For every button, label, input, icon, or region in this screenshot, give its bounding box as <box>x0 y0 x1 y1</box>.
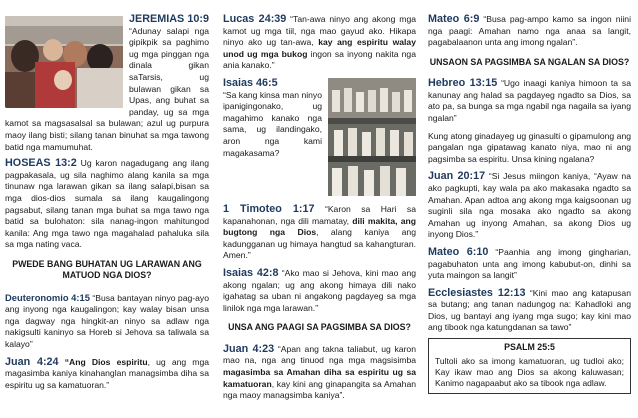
hebreo-reference: Hebreo 13:15 <box>428 77 498 90</box>
isaias-42-reference: Isaias 42:8 <box>223 266 279 279</box>
deuteronomio-text: “Busa bantayan ninyo pag-ayo ang inyong nga kaugalingon; kay walay bisan unsa nga dagway nga hingkit-an ninyo sa adlaw nga nakigsulti kaninyo sa Horeb si Jehova sa taliwala sa kalayo” <box>5 292 209 350</box>
timoteo-paragraph <box>223 204 416 262</box>
isaias-46-block <box>223 78 416 200</box>
hoseas-paragraph <box>5 158 209 251</box>
ecclesiastes-paragraph <box>428 288 631 334</box>
timoteo-text-c: , alang kaniya ang kadungganan ug himaya hangtud sa kahangturan. Amen.” <box>223 227 416 261</box>
lucas-bold: kay ang espiritu walay unod ug mga bukog <box>223 37 416 59</box>
lucas-text-a: “Tan-awa ninyo ang akong mga kamot ug mga tiil, nga mao gayud ako. Hikapa ninyo ako ug tan-awa, <box>223 14 417 48</box>
psalm-title: PSALM 25:5 <box>504 342 555 353</box>
deuteronomio-paragraph <box>5 292 209 351</box>
juan-20-17-text: “Si Jesus miingon kaniya, “Ayaw na ako pagkupti, kay wala pa ako makasaka ngadto sa Amahan. Apan adtoa ang akong mga kaigsoonan ug suginli sila nga mosaka ako ngadto sa akong Amahan ug inyong Amahan, sa akong Dios ug inyong Dios.” <box>428 171 631 240</box>
section-heading-larawan: PWEDE BANG BUHATAN UG LARAWAN ANG MATUOD NGA DIOS? <box>12 258 202 281</box>
juan-4-23-text-c: , kay kini ang ginapangita sa Amahan nga maoy managsimba kaniya”. <box>223 378 416 401</box>
jeremias-reference: JEREMIAS 10:9 <box>129 14 209 25</box>
section-heading-pagsimba: UNSA ANG PAAGI SA PAGSIMBA SA DIOS? <box>228 322 411 333</box>
juan-4-23-bold: magasimba sa Amahan diha sa espiritu ug sa kamatuoran <box>223 366 416 389</box>
ngalan-paragraph: Kung atong ginadayeg ug ginasulti o gipamulong ang pangalan nga gipatawag kanato niya, mao ni ang pagsimba sa espiritu. Unsa kining ngalana? <box>428 130 631 164</box>
section-heading-ngalan: UNSAON SA PAGSIMBA SA NGALAN SA DIOS? <box>429 56 630 67</box>
lucas-text-c: ingon sa inyong nakita nga ania kanako.” <box>223 48 416 71</box>
deuteronomio-reference: Deuteronomio 4:15 <box>5 291 90 303</box>
jeremias-block <box>5 14 209 153</box>
juan-4-24-reference: Juan 4:24 <box>5 355 59 368</box>
isaias-42-paragraph <box>223 268 416 314</box>
mateo-6-10-reference: Mateo 6:10 <box>428 245 489 258</box>
timoteo-reference: 1 Timoteo 1:17 <box>223 202 315 215</box>
juan-20-17-reference: Juan 20:17 <box>428 170 486 183</box>
mateo-6-10-paragraph <box>428 247 631 282</box>
juan-20-17-paragraph <box>428 171 631 241</box>
juan-4-23-text-a: “Apan ang takna taliabut, ug karon mao na, nga ang tinuod nga mga magsisimba <box>223 343 416 366</box>
ecclesiastes-text: “Kini mao ang katapusan sa butang; ang tanan nadungog na: Kahadloki ang Dios, ug bantayi ang iyang mga sugo; kay kini mao ang tibook nga katungdanan sa tawo” <box>428 287 631 333</box>
timoteo-text-a: “Karon sa Hari sa kapanahonan, nga dili mamatay, <box>223 203 416 226</box>
column-right <box>428 14 631 394</box>
isaias-46-reference: Isaias 46:5 <box>223 77 278 89</box>
jeremias-text: “Adunay salapi nga gipikpik sa paghimo ug mga pinggan nga dinala gikan saTarsis, ug bulawan gikan sa Upas, ang buhat sa panday, ug sa mga kamot sa magsasalsal sa bulawan; azul ug purpura maoy ilang bisti; silang tanan binuhat sa mga tawong batid nga mamumuhat. <box>5 25 209 152</box>
juan-4-24-paragraph <box>5 357 209 392</box>
column-middle <box>223 14 416 408</box>
psalm-box <box>428 338 631 394</box>
hoseas-text: Ug karon nagadugang ang ilang pagpakasala, ug sila naghimo alang kanila sa mga tinunaw nga larawan gikan sa ilang salapi,bisan sa mga dios-dios sumala sa ilang kaugalingong pagsabut, silang tanan mga buhat sa mga tawo nga batid sa bulohaton: sila nanag-ingon mahitungod kanila: Ang mga tawo nga magahalad pahaluka sila sa mga nating vaca. <box>5 158 209 250</box>
mateo-6-9-text: “Busa pag-ampo kamo sa ingon niini nga paagi: Amahan namo nga anaa sa langit, pagabalaanon unta ang imong ngalan”. <box>428 14 631 48</box>
juan-4-23-reference: Juan 4:23 <box>223 342 275 355</box>
juan-4-23-paragraph <box>223 344 416 402</box>
hoseas-reference: HOSEAS 13:2 <box>5 157 77 170</box>
mateo-6-9-paragraph <box>428 14 631 49</box>
hebreo-paragraph <box>428 78 631 124</box>
hebreo-text: “Ugo inaagi kaniya himoon ta sa kanunay ang halad sa pagdayeg ngadto sa Dios, sa ato pa, sa bunga sa mga ngabil nga nagaila sa iyang ngalan” <box>428 78 631 123</box>
mateo-6-9-reference: Mateo 6:9 <box>428 13 480 25</box>
isaias-42-text: “Ako mao si Jehova, kini mao ang akong ngalan; ug ang akong himaya dili nako igahatag sa uban ni angakong pagdayeg sa mga linilok nga mga larawan.” <box>223 267 416 313</box>
lucas-reference: Lucas 24:39 <box>223 13 287 25</box>
crowd-photo <box>5 16 123 108</box>
lucas-paragraph <box>223 14 416 72</box>
timoteo-bold: dili makita, ang bugtong nga Dios <box>223 215 416 238</box>
column-left <box>5 14 209 397</box>
psalm-text: Tultoli ako sa imong kamatuoran, ug tudloi ako; Kay ikaw mao ang Dios sa akong kaluwasan; Kanimo nagapaabut ako sa tibook nga adlaw. <box>435 355 624 388</box>
mateo-6-10-text: “Paanhia ang imong gingharian, pagabuhaton unta ang imong kabubut-on, dinhi sa yuta maingon sa langit” <box>428 246 631 281</box>
jeremias-paragraph <box>5 14 209 153</box>
juan-4-24-bold: “Ang Dios espiritu <box>58 356 148 367</box>
ecclesiastes-reference: Ecclesiastes 12:13 <box>428 286 526 299</box>
idols-photo <box>328 78 416 196</box>
isaias-46-text: “Sa kang kinsa man ninyo ipanigingonako, ug magahimo kanako nga sama, ug ilandingako, aron nga kami magakasama? <box>223 89 322 158</box>
juan-4-24-text: , ug ang mga magasimba kaniya kinahanglan managsimba diha sa espiritu ug sa kamatuoran.” <box>5 356 210 390</box>
